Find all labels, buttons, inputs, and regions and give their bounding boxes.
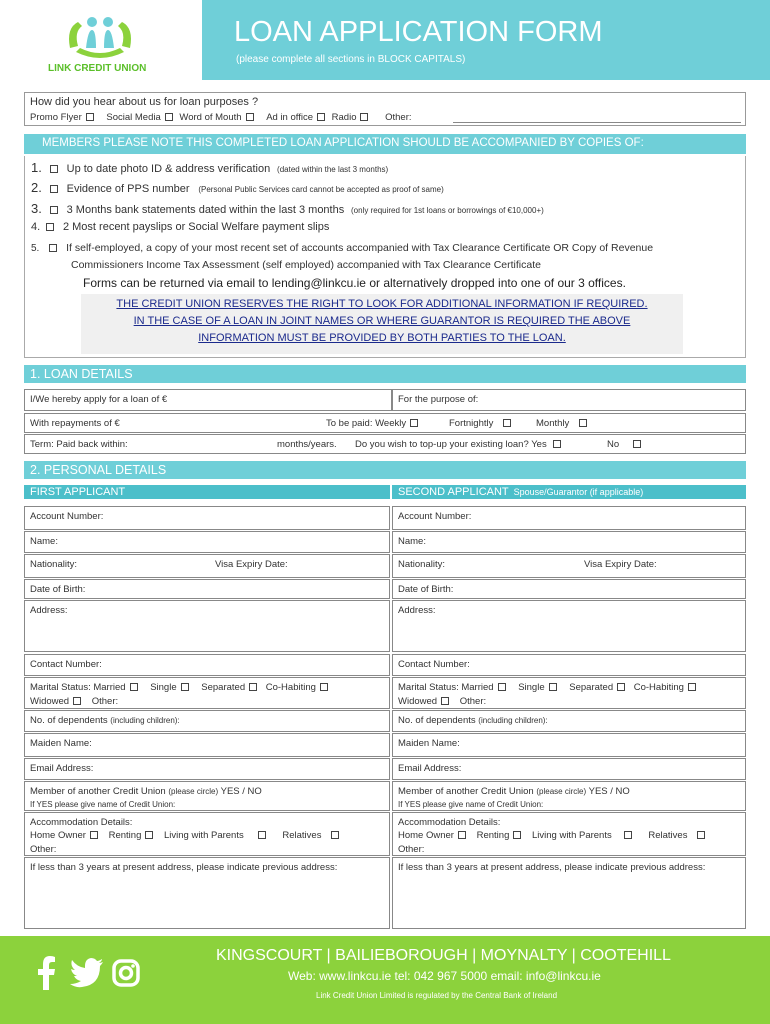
other-input[interactable]	[453, 122, 741, 123]
item5-line2: Commissioners Income Tax Assessment (self employed) accompanied with Tax Clearance Certificate	[71, 259, 541, 271]
hear-box	[24, 92, 746, 126]
list-item: 5. If self-employed, a copy of your most recent set of accounts accompanied with Tax Clearance Certificate OR Copy of Revenue	[31, 242, 654, 254]
second-account-field[interactable]: Account Number:	[392, 506, 746, 530]
second-prev-address-field[interactable]: If less than 3 years at present address, please indicate previous address:	[392, 857, 746, 929]
hear-question: How did you hear about us for loan purposes ?	[30, 96, 259, 108]
page-title: LOAN APPLICATION FORM	[234, 16, 603, 48]
social-media-checkbox[interactable]	[165, 113, 173, 121]
page-subtitle: (please complete all sections in BLOCK CAPITALS)	[236, 54, 466, 65]
second-applicant-heading: SECOND APPLICANT Spouse/Guarantor (if applicable)	[392, 485, 746, 499]
term-row: Term: Paid back within: months/years. Do you wish to top-up your existing loan? Yes No	[24, 434, 746, 454]
footer-contact: Web: www.linkcu.ie tel: 042 967 5000 email: info@linkcu.ie	[288, 969, 601, 983]
option-word-of-mouth: Word of Mouth	[179, 112, 242, 123]
item-checkbox[interactable]	[50, 206, 58, 214]
first-dob-field[interactable]: Date of Birth:	[24, 579, 390, 599]
second-accom-field: Accommodation Details: Home Owner Renting Living with Parents Relatives Other:	[392, 812, 746, 856]
second-address-field[interactable]: Address:	[392, 600, 746, 652]
first-prev-address-field[interactable]: If less than 3 years at present address, please indicate previous address:	[24, 857, 390, 929]
reserve-box	[81, 294, 683, 354]
reserve-line-2: IN THE CASE OF A LOAN IN JOINT NAMES OR WHERE GUARANTOR IS REQUIRED THE ABOVE	[133, 315, 631, 327]
monthly-option: Monthly	[536, 418, 587, 429]
option-other: Other:	[385, 112, 412, 123]
word-of-mouth-checkbox[interactable]	[246, 113, 254, 121]
item-checkbox[interactable]	[49, 244, 57, 252]
home-owner-checkbox[interactable]	[90, 831, 98, 839]
single-checkbox[interactable]	[181, 683, 189, 691]
married-checkbox[interactable]	[498, 683, 506, 691]
yes-no-choice[interactable]: YES / NO	[220, 786, 262, 797]
first-email-field[interactable]: Email Address:	[24, 758, 390, 780]
footer-branches: KINGSCOURT | BAILIEBOROUGH | MOYNALTY | COOTEHILL	[216, 947, 671, 964]
fortnightly-checkbox[interactable]	[503, 419, 511, 427]
cohab-checkbox[interactable]	[688, 683, 696, 691]
logo-hands-icon	[40, 8, 160, 66]
weekly-option: To be paid: Weekly	[326, 418, 418, 429]
single-checkbox[interactable]	[549, 683, 557, 691]
fortnightly-option: Fortnightly	[449, 418, 511, 429]
relatives-checkbox[interactable]	[697, 831, 705, 839]
twitter-icon[interactable]	[70, 958, 104, 988]
relatives-checkbox[interactable]	[331, 831, 339, 839]
logo	[40, 8, 160, 78]
item-checkbox[interactable]	[46, 223, 54, 231]
widowed-checkbox[interactable]	[73, 697, 81, 705]
list-item: 1. Up to date photo ID & address verification (dated within the last 3 months)	[31, 160, 389, 175]
loan-purpose-field[interactable]: For the purpose of:	[392, 389, 746, 411]
option-social-media: Social Media	[106, 112, 161, 123]
hear-options	[30, 112, 412, 123]
married-checkbox[interactable]	[130, 683, 138, 691]
second-nationality-field[interactable]: Nationality: Visa Expiry Date:	[392, 554, 746, 578]
reserve-line-3: INFORMATION MUST BE PROVIDED BY BOTH PARTIES TO THE LOAN.	[198, 332, 566, 344]
first-accom-field: Accommodation Details: Home Owner Renting Living with Parents Relatives Other:	[24, 812, 390, 856]
repayments-row: With repayments of € To be paid: Weekly Fortnightly Monthly	[24, 413, 746, 433]
second-dependents-field[interactable]: No. of dependents (including children):	[392, 710, 746, 732]
footer-regulated: Link Credit Union Limited is regulated by the Central Bank of Ireland	[316, 991, 558, 1000]
item-checkbox[interactable]	[50, 165, 58, 173]
renting-checkbox[interactable]	[145, 831, 153, 839]
second-marital-field: Marital Status: Married Single Separated Co-Habiting Widowed Other:	[392, 677, 746, 709]
members-banner-text: MEMBERS PLEASE NOTE THIS COMPLETED LOAN APPLICATION SHOULD BE ACCOMPANIED BY COPIES OF:	[42, 137, 644, 149]
loan-details-heading: 1. LOAN DETAILS	[24, 365, 746, 383]
members-list	[24, 156, 746, 358]
topup-yes-checkbox[interactable]	[553, 440, 561, 448]
separated-checkbox[interactable]	[617, 683, 625, 691]
footer	[0, 936, 770, 1024]
second-contact-field[interactable]: Contact Number:	[392, 654, 746, 676]
yes-no-choice[interactable]: YES / NO	[588, 786, 630, 797]
second-name-field[interactable]: Name:	[392, 531, 746, 553]
first-dependents-field[interactable]: No. of dependents (including children):	[24, 710, 390, 732]
first-member-field: Member of another Credit Union (please circle) YES / NO If YES please give name of Credit Union:	[24, 781, 390, 811]
second-dob-field[interactable]: Date of Birth:	[392, 579, 746, 599]
first-account-field[interactable]: Account Number:	[24, 506, 390, 530]
logo-text: LINK CREDIT UNION	[48, 63, 147, 74]
option-radio: Radio	[331, 112, 357, 123]
first-nationality-field[interactable]: Nationality: Visa Expiry Date:	[24, 554, 390, 578]
loan-amount-field[interactable]: I/We hereby apply for a loan of €	[24, 389, 392, 411]
radio-checkbox[interactable]	[360, 113, 368, 121]
return-text: Forms can be returned via email to lending@linkcu.ie or alternatively dropped into one of our 3 offices.	[83, 276, 626, 290]
facebook-icon[interactable]	[36, 956, 56, 990]
second-maiden-field[interactable]: Maiden Name:	[392, 733, 746, 757]
cohab-checkbox[interactable]	[320, 683, 328, 691]
second-email-field[interactable]: Email Address:	[392, 758, 746, 780]
ad-in-office-checkbox[interactable]	[317, 113, 325, 121]
widowed-checkbox[interactable]	[441, 697, 449, 705]
first-maiden-field[interactable]: Maiden Name:	[24, 733, 390, 757]
social-icons	[36, 954, 146, 994]
weekly-checkbox[interactable]	[410, 419, 418, 427]
home-owner-checkbox[interactable]	[458, 831, 466, 839]
parents-checkbox[interactable]	[258, 831, 266, 839]
first-contact-field[interactable]: Contact Number:	[24, 654, 390, 676]
second-member-field: Member of another Credit Union (please circle) YES / NO If YES please give name of Credit Union:	[392, 781, 746, 811]
header-banner	[202, 0, 770, 80]
item-checkbox[interactable]	[50, 185, 58, 193]
first-name-field[interactable]: Name:	[24, 531, 390, 553]
parents-checkbox[interactable]	[624, 831, 632, 839]
members-banner	[24, 134, 746, 154]
reserve-line-1: THE CREDIT UNION RESERVES THE RIGHT TO LOOK FOR ADDITIONAL INFORMATION IF REQUIRED.	[116, 298, 648, 310]
instagram-icon[interactable]	[112, 959, 140, 987]
option-promo-flyer: Promo Flyer	[30, 112, 82, 123]
topup-option: Do you wish to top-up your existing loan? Yes	[355, 439, 561, 450]
list-item: 3. 3 Months bank statements dated within the last 3 months (only required for 1st loans or borrowings of €10,000+)	[31, 201, 544, 216]
monthly-checkbox[interactable]	[579, 419, 587, 427]
option-ad-in-office: Ad in office	[266, 112, 314, 123]
renting-checkbox[interactable]	[513, 831, 521, 839]
separated-checkbox[interactable]	[249, 683, 257, 691]
topup-no-checkbox[interactable]	[633, 440, 641, 448]
first-address-field[interactable]: Address:	[24, 600, 390, 652]
list-item: 4. 2 Most recent payslips or Social Welfare payment slips	[31, 221, 330, 233]
personal-details-heading: 2. PERSONAL DETAILS	[24, 461, 746, 479]
list-item: 2. Evidence of PPS number (Personal Public Services card cannot be accepted as proof of same)	[31, 180, 444, 195]
topup-no-option: No	[607, 439, 641, 450]
promo-flyer-checkbox[interactable]	[86, 113, 94, 121]
first-applicant-heading: FIRST APPLICANT	[24, 485, 390, 499]
first-marital-field: Marital Status: Married Single Separated Co-Habiting Widowed Other:	[24, 677, 390, 709]
